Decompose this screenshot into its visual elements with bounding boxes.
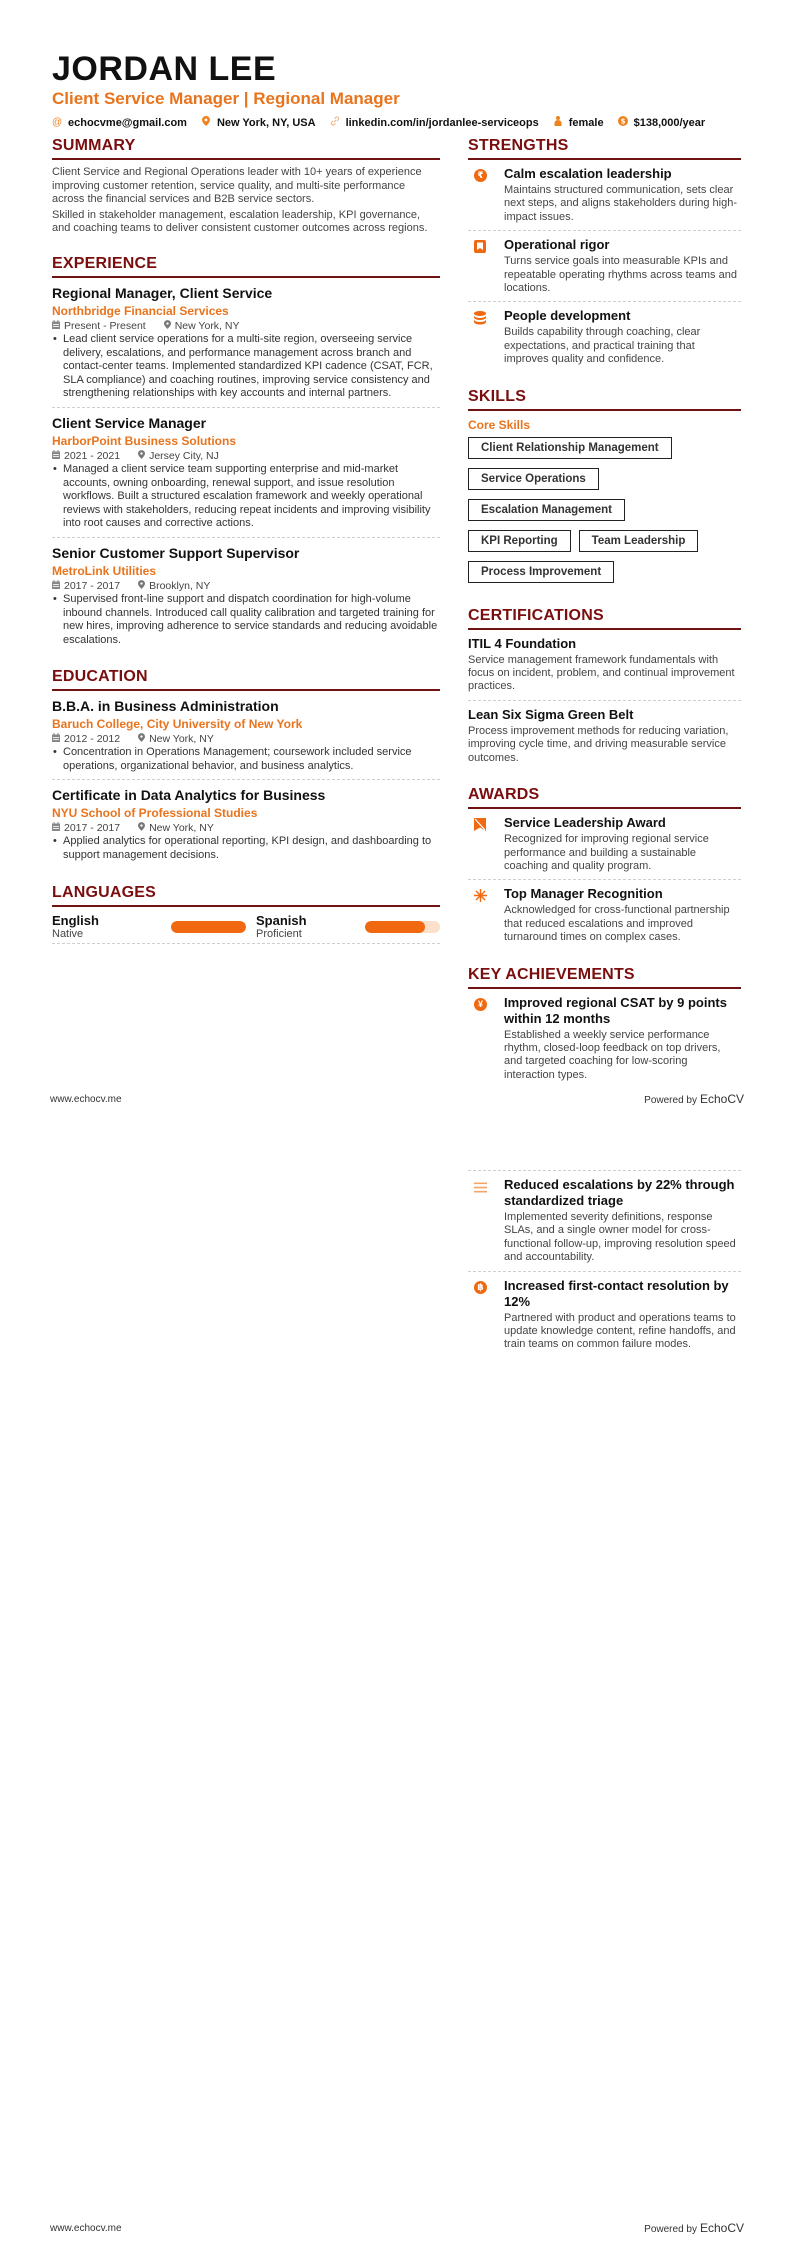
- date-range: 2017 - 2017: [64, 579, 121, 592]
- date-range: 2017 - 2017: [64, 822, 121, 835]
- entry-meta: [52, 732, 440, 746]
- language-level: Native: [52, 927, 84, 940]
- education-section: [52, 667, 440, 868]
- location: Jersey City, NJ: [138, 449, 219, 463]
- achievement-item: [468, 1177, 741, 1272]
- entry-meta: [52, 449, 440, 463]
- degree-title: Certificate in Data Analytics for Business: [52, 787, 326, 804]
- award-title: Top Manager Recognition: [504, 886, 663, 902]
- skill-tag: Client Relationship Management: [468, 437, 672, 459]
- calendar-icon: [52, 449, 60, 463]
- skills-section: [468, 387, 741, 592]
- entry-meta: [52, 579, 440, 593]
- sparkle-slash-icon: [468, 886, 504, 944]
- footer-powered: Powered by EchoCV: [644, 1092, 744, 1106]
- certification-title: Lean Six Sigma Green Belt: [468, 706, 634, 722]
- strength-item: [468, 237, 741, 302]
- candidate-name: JORDAN LEE: [52, 50, 277, 88]
- language-level: Proficient: [256, 927, 302, 940]
- calendar-icon: [52, 821, 60, 835]
- achievement-title: Improved regional CSAT by 9 points within 12 months: [504, 994, 727, 1026]
- page-footer: [50, 1092, 744, 1106]
- right-column: [468, 136, 741, 1102]
- certification-item: [468, 707, 741, 771]
- section-title: CERTIFICATIONS: [468, 606, 741, 630]
- bullet-item: • Lead client service operations for a multi-site region, overseeing service delivery, escalations, and performance management across branch and contact-center teams. Implemented standardized KPI cadence (CSAT, FCR, SLA compliance) and coaching routines, improving service consistency and strengthening relationships with key accounts and internal partners.: [52, 333, 440, 401]
- skill-tag: Escalation Management: [468, 499, 625, 521]
- section-title: SUMMARY: [52, 136, 440, 160]
- summary-section: [52, 136, 440, 236]
- contact-gender: female: [553, 116, 604, 129]
- job-title: Senior Customer Support Supervisor: [52, 544, 300, 561]
- contact-linkedin[interactable]: linkedin.com/in/jordanlee-serviceops: [330, 116, 539, 129]
- resume-page-2: [0, 1123, 794, 2246]
- at-icon: @: [52, 117, 63, 128]
- strength-desc: Turns service goals into measurable KPIs and repeatable operating rhythms across teams and locations.: [504, 255, 737, 295]
- left-column: [52, 136, 440, 958]
- bullet-item: • Applied analytics for operational reporting, KPI design, and dashboarding to support management decisions.: [52, 835, 440, 862]
- rupee-coin-icon: ₹: [468, 166, 504, 224]
- date-range: Present - Present: [64, 319, 146, 332]
- award-desc: Recognized for improving regional service performance and building a sustainable coaching and quality program.: [504, 833, 709, 872]
- achievements-section: [468, 965, 741, 1089]
- certification-item: [468, 636, 741, 701]
- skill-tag: Team Leadership: [579, 530, 699, 552]
- achievement-title: Reduced escalations by 22% through standardized triage: [504, 1177, 735, 1208]
- certification-desc: Process improvement methods for reducing variation, improving cycle time, and driving measurable service outcomes.: [468, 724, 729, 764]
- proficiency-bar: [171, 921, 246, 933]
- education-entry: [52, 786, 440, 868]
- language-item: [246, 913, 440, 941]
- bullet-list: [52, 333, 440, 401]
- languages-list: [52, 913, 440, 944]
- strength-title: Operational rigor: [504, 237, 610, 253]
- section-title: AWARDS: [468, 785, 741, 809]
- svg-text:$: $: [620, 117, 626, 126]
- bookmark-slash-icon: [468, 815, 504, 873]
- school-name: NYU School of Professional Studies: [52, 806, 258, 821]
- certification-desc: Service management framework fundamentals with focus on incident, problem, and continual improvement practices.: [468, 653, 735, 693]
- experience-entry: [52, 414, 440, 538]
- section-title: SKILLS: [468, 387, 741, 411]
- strength-title: Calm escalation leadership: [504, 166, 672, 181]
- strengths-section: [468, 136, 741, 373]
- strength-desc: Builds capability through coaching, clear expectations, and practical training that improves quality and confidence.: [504, 326, 701, 366]
- bullet-list: [52, 746, 440, 773]
- languages-section: [52, 883, 440, 944]
- award-item: [468, 815, 741, 880]
- certifications-section: [468, 606, 741, 771]
- company-name: HarborPoint Business Solutions: [52, 433, 237, 448]
- page-footer: [50, 2221, 744, 2235]
- calendar-icon: [52, 579, 60, 593]
- job-title: Regional Manager, Client Service: [52, 284, 273, 301]
- summary-paragraph: Skilled in stakeholder management, escalation leadership, KPI governance, and coaching teams to deliver consistent customer outcomes across regions.: [52, 208, 428, 235]
- job-title: Client Service Manager: [52, 414, 207, 431]
- achievements-continued: [468, 1170, 741, 1364]
- experience-entry: [52, 284, 440, 408]
- location: New York, NY: [138, 821, 214, 835]
- strength-title: People development: [504, 308, 631, 324]
- school-name: Baruch College, City University of New York: [52, 717, 303, 732]
- proficiency-bar-fill: [365, 921, 425, 933]
- yen-coin-icon: ¥: [468, 995, 504, 1083]
- achievement-title: Increased first-contact resolution by 12%: [504, 1277, 729, 1309]
- date-range: 2012 - 2012: [64, 733, 121, 746]
- experience-entry: [52, 544, 440, 653]
- company-name: Northbridge Financial Services: [52, 303, 229, 318]
- award-item: [468, 886, 741, 950]
- location: New York, NY: [164, 319, 240, 333]
- section-title: KEY ACHIEVEMENTS: [468, 965, 741, 989]
- section-title: STRENGTHS: [468, 136, 741, 160]
- calendar-icon: [52, 732, 60, 746]
- proficiency-bar: [365, 921, 440, 933]
- contact-location: New York, NY, USA: [201, 116, 316, 129]
- awards-section: [468, 785, 741, 950]
- baht-coin-icon: ฿: [468, 1278, 504, 1352]
- bullet-list: [52, 835, 440, 862]
- company-name: MetroLink Utilities: [52, 563, 157, 578]
- summary-paragraph: Client Service and Regional Operations leader with 10+ years of experience improving customer retention, service quality, and multi-site performance across the financial services and B2B service sectors.: [52, 166, 422, 206]
- money-icon: [618, 116, 628, 129]
- skill-tag: Service Operations: [468, 468, 599, 490]
- database-icon: [468, 308, 504, 366]
- skill-tag: KPI Reporting: [468, 530, 571, 552]
- section-title: LANGUAGES: [52, 883, 440, 907]
- award-title: Service Leadership Award: [504, 815, 666, 831]
- bookmark-icon: [468, 237, 504, 295]
- location-pin-icon: [164, 319, 171, 333]
- resume-header: [52, 50, 752, 129]
- calendar-icon: [52, 319, 60, 333]
- bullet-item: • Concentration in Operations Management; coursework included service operations, organizational behavior, and business analytics.: [52, 746, 440, 773]
- language-item: [52, 913, 246, 941]
- degree-title: B.B.A. in Business Administration: [52, 698, 279, 715]
- skill-tag: Process Improvement: [468, 561, 614, 583]
- location: Brooklyn, NY: [138, 579, 210, 593]
- footer-powered: Powered by EchoCV: [644, 2221, 744, 2235]
- achievement-desc: Established a weekly service performance rhythm, closed-loop feedback on top drivers, and targeted coaching for low-scoring interaction types.: [504, 1028, 721, 1081]
- bullet-item: • Supervised front-line support and dispatch coordination for high-volume inbound channels. Introduced call quality calibration and targeted training for new hires, improving adherence to service standards and reducing avoidable escalations.: [52, 593, 440, 647]
- certification-title: ITIL 4 Foundation: [468, 635, 577, 651]
- footer-website[interactable]: www.echocv.me: [50, 2222, 122, 2234]
- candidate-headline: Client Service Manager | Regional Manager: [52, 89, 400, 108]
- location-pin-icon: [138, 732, 145, 746]
- language-name: Spanish: [256, 912, 307, 928]
- entry-meta: [52, 319, 440, 333]
- section-title: EDUCATION: [52, 667, 440, 691]
- link-icon: [330, 116, 340, 129]
- footer-website[interactable]: www.echocv.me: [50, 1093, 122, 1105]
- location-pin-icon: [138, 579, 145, 593]
- footer-brand[interactable]: EchoCV: [699, 1092, 744, 1106]
- strength-item: [468, 308, 741, 372]
- education-entry: [52, 697, 440, 780]
- contact-bar: [52, 116, 752, 129]
- award-desc: Acknowledged for cross-functional partnership that reduced escalations and improved turnaround times on complex cases.: [504, 904, 730, 944]
- location-pin-icon: [138, 449, 145, 463]
- achievement-item: [468, 1278, 741, 1358]
- footer-brand[interactable]: EchoCV: [699, 2221, 744, 2235]
- location-pin-icon: [138, 821, 145, 835]
- strength-item: [468, 166, 741, 231]
- skills-subtitle: Core Skills: [468, 417, 531, 432]
- contact-email[interactable]: @ echocvme@gmail.com: [52, 116, 187, 129]
- proficiency-bar-fill: [171, 921, 246, 933]
- skill-tags: [468, 437, 741, 592]
- experience-section: [52, 254, 440, 653]
- location-pin-icon: [201, 116, 211, 129]
- contact-salary: $ $138,000/year: [618, 116, 706, 129]
- bullet-item: • Managed a client service team supporting enterprise and mid-market accounts, owning onboarding, renewal support, and issue resolution workflows. Built a structured escalation framework and weekly operational reviews with stakeholders, reducing repeat incidents and improving visibility into root causes and corrective actions.: [52, 463, 440, 531]
- bullet-list: [52, 593, 440, 647]
- menu-lines-icon: [468, 1177, 504, 1265]
- date-range: 2021 - 2021: [64, 449, 121, 462]
- strength-desc: Maintains structured communication, sets clear next steps, and aligns stakeholders during high-impact issues.: [504, 184, 737, 223]
- location: New York, NY: [138, 732, 214, 746]
- bullet-list: [52, 463, 440, 531]
- achievement-desc: Implemented severity definitions, response SLAs, and a single owner model for cross-functional follow-up, improving resolution speed and accountability.: [504, 1211, 736, 1264]
- language-name: English: [52, 912, 99, 928]
- achievement-desc: Partnered with product and operations teams to update knowledge content, refine handoffs, and train teams on common failure modes.: [504, 1311, 736, 1351]
- achievement-item: [468, 995, 741, 1089]
- person-icon: [553, 116, 563, 129]
- entry-meta: [52, 821, 440, 835]
- section-title: EXPERIENCE: [52, 254, 440, 278]
